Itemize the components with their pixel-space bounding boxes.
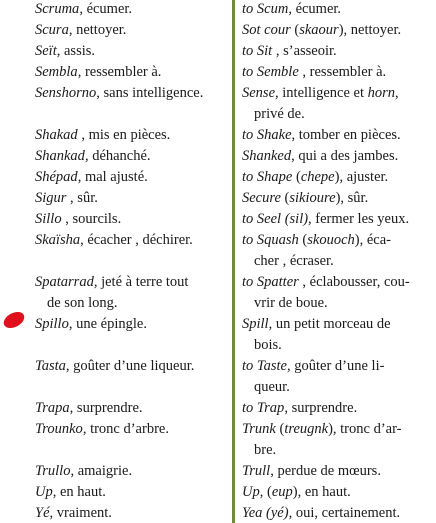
entry-yea: Yea (yé), oui, certainement.: [242, 505, 401, 521]
entry-sigur: Sigur , sûr.: [35, 190, 98, 206]
entry-spillo: Spillo, une épingle.: [35, 316, 147, 332]
entry-trull: Trull, perdue de mœurs.: [242, 463, 381, 479]
entry-shakad: Shakad , mis en pièces.: [35, 127, 171, 143]
entry-to-sit: to Sit , s’asseoir.: [242, 43, 337, 59]
entry-spatarrad: Spatarrad, jeté à terre tout: [35, 274, 189, 290]
entry-sillo: Sillo , sourcils.: [35, 211, 122, 227]
entry-to-semble: to Semble , ressembler à.: [242, 64, 387, 80]
red-highlight-mark: [1, 309, 27, 332]
entry-scruma: Scruma, écumer.: [35, 1, 133, 17]
entry-spill-cont: bois.: [254, 337, 282, 353]
entry-ye: Yé, vraiment.: [35, 505, 112, 521]
entry-to-spatter: to Spatter , éclabousser, cou-: [242, 274, 410, 290]
entry-sot-cour: Sot cour (skaour), nettoyer.: [242, 22, 402, 38]
entry-shanked: Shanked, qui a des jambes.: [242, 148, 399, 164]
entry-trullo: Trullo, amaigrie.: [35, 463, 133, 479]
entry-to-trap: to Trap, surprendre.: [242, 400, 358, 416]
entry-sembla: Sembla, ressembler à.: [35, 64, 162, 80]
column-divider: [232, 0, 235, 523]
entry-secure: Secure (sikioure), sûr.: [242, 190, 369, 206]
entry-sense: Sense, intelligence et horn,: [242, 85, 399, 101]
entry-spatarrad-cont: de son long.: [47, 295, 118, 311]
entry-up: Up, en haut.: [35, 484, 106, 500]
entry-shankad: Shankad, déhanché.: [35, 148, 151, 164]
entry-sense-cont: privé de.: [254, 106, 305, 122]
entry-seit: Seït, assis.: [35, 43, 96, 59]
entry-scura: Scura, nettoyer.: [35, 22, 127, 38]
entry-shepad: Shépad, mal ajusté.: [35, 169, 148, 185]
entry-to-spatter-cont: vrir de boue.: [254, 295, 328, 311]
entry-up-en: Up, (eup), en haut.: [242, 484, 351, 500]
entry-to-seel: to Seel (sil), fermer les yeux.: [242, 211, 410, 227]
entry-trapa: Trapa, surprendre.: [35, 400, 143, 416]
entry-spill: Spill, un petit morceau de: [242, 316, 391, 332]
entry-senshorno: Senshorno, sans intelligence.: [35, 85, 204, 101]
entry-tasta: Tasta, goûter d’une liqueur.: [35, 358, 195, 374]
entry-to-shape: to Shape (chepe), ajuster.: [242, 169, 389, 185]
entry-to-shake: to Shake, tomber en pièces.: [242, 127, 401, 143]
entry-trunk: Trunk (treugnk), tronc d’ar-: [242, 421, 402, 437]
entry-to-taste: to Taste, goûter d’une li-: [242, 358, 385, 374]
entry-to-scum: to Scum, écumer.: [242, 1, 342, 17]
entry-skaisha: Skaïsha, écacher , déchirer.: [35, 232, 193, 248]
entry-to-taste-cont: queur.: [254, 379, 290, 395]
entry-trunk-cont: bre.: [254, 442, 277, 458]
entry-to-squash: to Squash (skouoch), éca-: [242, 232, 391, 248]
entry-trounko: Trounko, tronc d’arbre.: [35, 421, 169, 437]
entry-to-squash-cont: cher , écraser.: [254, 253, 334, 269]
